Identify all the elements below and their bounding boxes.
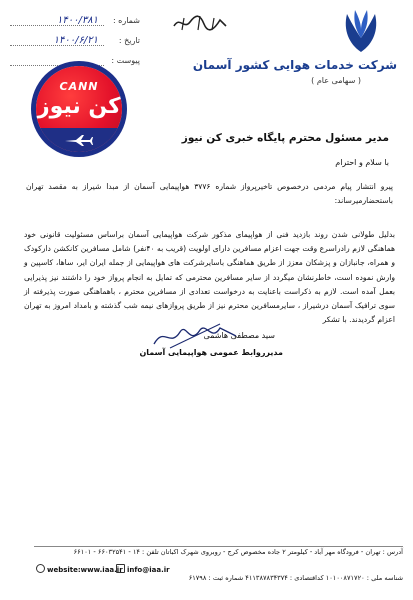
badge-main-text: کن نیوز [37,94,121,119]
letter-meta [10,10,140,70]
meta-number-row [10,10,140,30]
calligraphy-heading [170,12,230,34]
paragraph-intro: پیرو انتشار پیام مردمی درخصوص تاخیرپرواز شماره ۳۷۷۶ هواپیمایی آسمان از مبدا شیراز به مقصد تهران باستحضارمیرساند: [26,182,393,205]
footer-website[interactable] [36,564,123,574]
footer-divider [34,546,403,547]
number-label: شماره : [112,15,140,25]
airplane-icon [64,134,94,146]
footer-registration: شناسه ملی : ۱۰۱۰۰۸۷۱۷۲۰ کداقتصادی : ۴۱۱۳۸۷۸۳۴۳۷۴ شماره ثبت : ۶۱۷۹۸ [188,574,403,582]
website-text: website:www.iaa.ir [47,566,123,574]
airline-logo-block [192,8,401,88]
signatory-title: مدیرروابط عمومی هواپیمایی آسمان [139,348,283,357]
brand-subtitle: ( سهامی عام ) [311,76,361,85]
addressee: مدیر مسئول محترم پایگاه خبری کن نیوز [181,132,389,144]
globe-icon [36,564,45,573]
date-value: ۱۴۰۰/۶/۲۱ [53,34,98,46]
footer-address: آدرس : تهران - فرودگاه مهر آباد - کیلومتر ۲ جاده مخصوص کرج - روبروی شهرک اکباتان تلفن : ۱۴ - ۶۶۰۳۲۵۴۱ - ۶۶۱۰۱ [73,548,403,556]
number-value: ۱۴۰۰/۳۸۱ [57,14,98,26]
footer-email[interactable] [116,564,170,574]
greeting: با سلام و احترام [335,158,389,167]
calligraphy-icon [170,12,230,34]
email-text: info@iaa.ir [127,566,170,574]
badge-top-text: CANN [59,80,99,93]
paragraph-body: بدلیل طولانی شدن روند بازدید فنی از هواپیمای مذکور شرکت هواپیمایی آسمان براساس مسئولیت قانونی خود هماهنگی لازم رادراسرع وقت جهت اعزام مسافرین دارای اولویت (قریب به ۴۰نفر) شامل مسافرین کانکشن دارکودک و همراه، جانبازان و پزشکان معزز از طریق هماهنگی باسایرشرکت های هواپیمایی از جمله ایران ایر، ساها، کاسپین و وارش نموده است، خاطرنشان میگردد از سایر مسافرین محترمی که تمایل به انجام پرواز خود را داشتند نیز پذیرایی بعمل آمده است. لازم به ذکراست باعنایت به درخواست تعدادی از مسافرین محترم ، باهماهنگی صورت پذیرفته از سوی ترافیک آسمان درشیراز ، سایرمسافرین محترم نیز از طریق پروازهای نیمه شب گذشته و بامداد امروز به تهران اعزام گردیدند. با تشکر [24,230,395,325]
meta-date-row [10,30,140,50]
signatory-name: سید مصطفی هاشمی [203,331,275,340]
date-label: تاریخ : [118,35,140,45]
attachment-label: پیوست : [111,55,140,65]
bird-logo-icon [339,8,383,54]
cann-news-badge [36,66,122,152]
brand-name: شرکت خدمات هوایی کشور آسمان [192,58,397,72]
badge-bottom-band [36,128,122,152]
mail-icon [116,564,125,573]
